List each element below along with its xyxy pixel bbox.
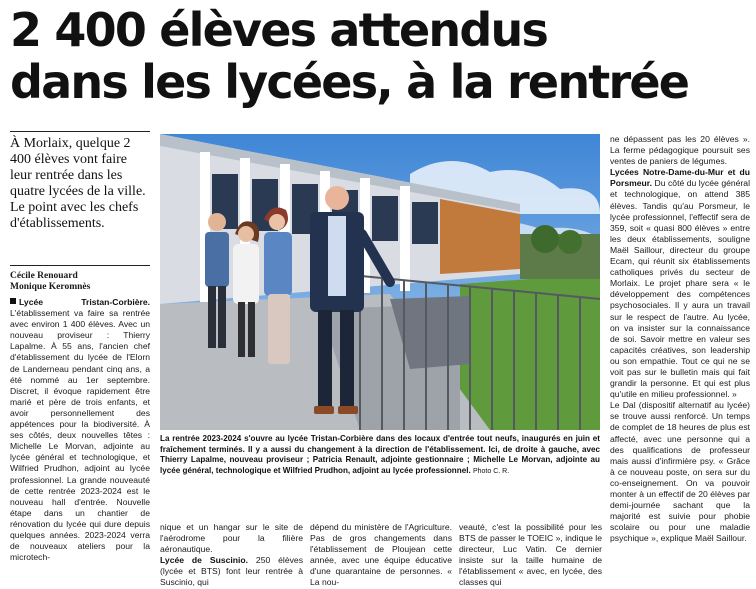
article-column-5 [610, 134, 750, 544]
column-text: ne dépassent pas les 20 élèves ». La ferme pédagogique poursuit ses ventes de paniers de légumes. [610, 134, 750, 167]
article-column-2 [160, 522, 303, 589]
column-text: dépend du ministère de l'Agriculture. Pas de gros changements dans l'établissement de Ploujean cette année, avec une équipe éducative d'une quarantaine de personnes. « La nou- [310, 522, 452, 588]
column-text: Du côté du lycée général et technologique, on attend 385 élèves. Tandis qu'au Porsmeur, le lycée professionnel, l'effectif sera de 359, soit « quasi 800 élèves » entre les deux établissements, souligne Maël Saillour, directeur du groupe Ecam, qui réunit six établissements catholiques privés du secteur de Morlaix. Le projet phare sera « le développement des compétences psychosociales. Il y aura un travail sur le respect de l'autre. Au lycée, on va insister sur la connaissance de soi. Savoir mettre en valeur ses capacités créatives, son leadership ou son empathie. Tout ce qui ne se voit pas sur le bulletin mais qui fait grandir la personne. Et qui est plus qu'utile en milieu professionnel. » [610, 178, 750, 400]
column-text: veauté, c'est la possibilité pour les BTS de passer le TOEIC », indique le directeur, Luc Vatin. Ce dernier insiste sur la taille humaine de l'établissement « avec, en lycée, des classes qui [459, 522, 602, 588]
school-heading: Lycée Tristan-Corbière. [19, 297, 150, 307]
bullet-square-icon [10, 298, 16, 304]
article-photo [160, 134, 600, 430]
column-text: nique et un hangar sur le site de l'aérodrome pour la filière aéronautique. [160, 522, 303, 555]
article-column-1 [10, 297, 150, 563]
photo-credit: Photo C. R. [472, 467, 510, 475]
bylines [10, 271, 150, 293]
headline [10, 4, 750, 108]
author-name: Cécile Renouard [10, 271, 78, 281]
column-text: Le Dal (dispositif alternatif au lycée) se trouve aussi renforcé. Un temps de complet de 18 heures de plus est affecté, avec une personne qui a des qualifications de professeur mais aussi d'infirmière psy. « Grâce à ce nouveau poste, on sera sur du co-enseignement. On va pouvoir monter à un effectif de 20 élèves par demi-journée sachant que la majorité est suivie pour phobie scolaire ou pour une maladie psychique », explique Maël Saillour. [610, 400, 750, 544]
lead-top-rule [10, 131, 150, 132]
byline-rule [10, 265, 150, 266]
article-column-3 [310, 522, 452, 589]
author-name: Monique Keromnès [10, 282, 91, 292]
headline-line-1: 2 400 élèves attendus [10, 3, 548, 57]
caption-text: La rentrée 2023-2024 s'ouvre au lycée Tristan-Corbière dans des locaux d'entrée tout neufs, inaugurés en juin et fraîchement terminés. Il y a aussi du changement à la direction de l'établissement. Ici, de droite à gauche, avec Thierry Lapalme, nouveau proviseur ; Patricia Renault, adjointe gestionnaire ; Michelle Le Morvan, adjointe au lycée général, technologique et Wilfried Prudhon, adjoint au lycée professionnel. [160, 434, 600, 475]
school-heading: Lycées Notre-Dame-du-Mur et du Porsmeur. [610, 167, 750, 189]
lead-paragraph: À Morlaix, quelque 2 400 élèves vont faire leur rentrée dans les quatre lycées de la ville. Le point avec les chefs d'établissements. [10, 136, 146, 231]
school-heading: Lycée de Suscinio. [160, 555, 249, 566]
headline-line-2: dans les lycées, à la rentrée [10, 55, 689, 109]
photo-caption [160, 434, 600, 477]
column-text: 250 élèves (lycée et BTS) font leur rentrée à Suscinio, qui [160, 555, 303, 588]
column-text: L'établissement va faire sa rentrée avec environ 1 400 élèves. Avec un nouveau proviseur : Thierry Lapalme. À 55 ans, l'ancien chef d'établissement du lycée de l'Elorn de Landerneau pendant cinq ans, a été nommé au 1er septembre. Discret, il évoque rapidement être marié et père de trois enfants, et avoir personnellement des appétences pour la biodiversité. À ses côtés, deux nouvelles têtes : Michelle Le Morvan, adjointe au lycée général et technologique, et Wilfried Prudhon, adjoint au lycée professionnel. La grande nouveauté de cette rentrée 2023-2024 est le nouveau hall d'entrée. Nouvelle étape dans un chantier de rénovation du lycée qui dure depuis quelques années. 2023-2024 verra de nouveaux ateliers pour la microtech- [10, 308, 150, 563]
article-column-4 [459, 522, 602, 589]
